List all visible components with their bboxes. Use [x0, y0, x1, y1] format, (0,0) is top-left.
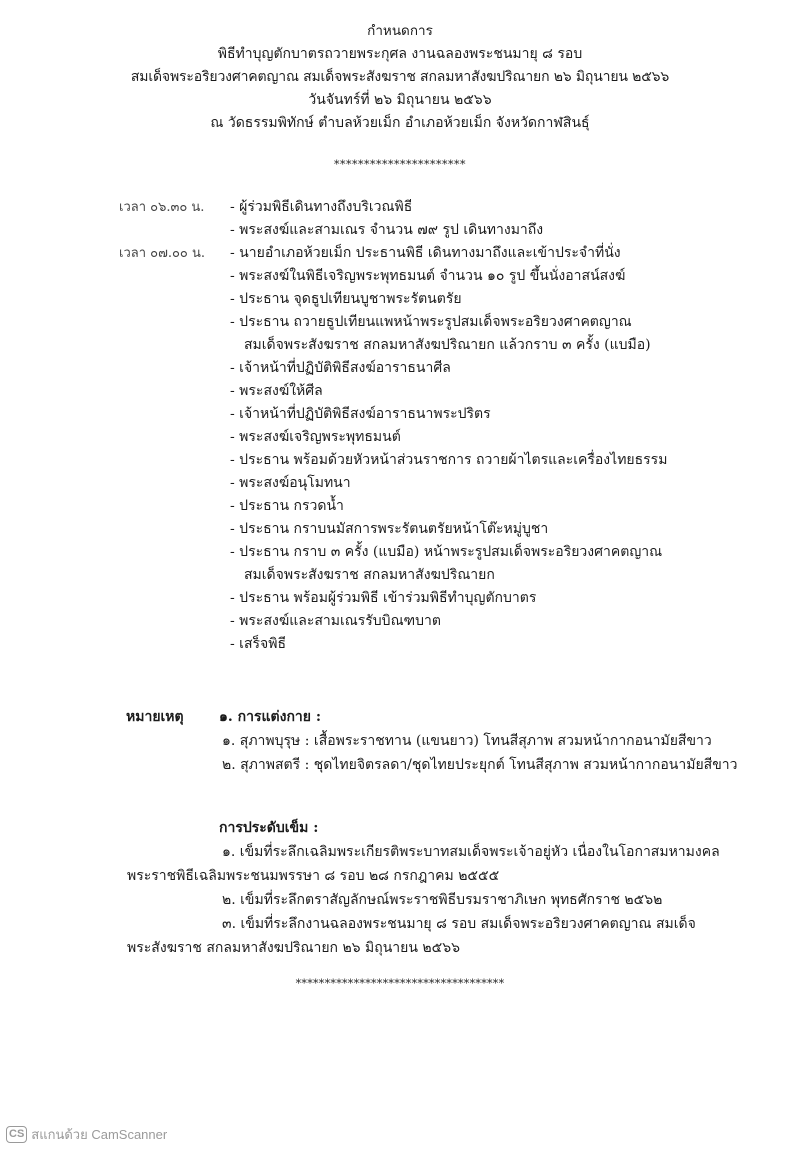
- schedule-row: [0, 518, 800, 541]
- schedule-activity: - ประธาน พร้อมด้วยหัวหน้าส่วนราชการ ถวายผ้าไตรและเครื่องไทยธรรม: [230, 452, 668, 468]
- schedule-row: [0, 380, 800, 403]
- header-date: วันจันทร์ที่ ๒๖ มิถุนายน ๒๕๖๖: [308, 92, 492, 108]
- schedule-activity: - นายอำเภอห้วยเม็ก ประธานพิธี เดินทางมาถึงและเข้าประจำที่นั่ง: [230, 245, 621, 261]
- schedule-row: [0, 541, 800, 564]
- badge-item-1: [0, 841, 800, 865]
- schedule-activity: - พระสงฆ์และสามเณร จำนวน ๗๙ รูป เดินทางมาถึง: [230, 222, 544, 238]
- dress-item-men: ๑. สุภาพบุรุษ : เสื้อพระราชทาน (แขนยาว) โทนสีสุภาพ สวมหน้ากากอนามัยสีขาว: [222, 733, 712, 749]
- schedule-row: [0, 357, 800, 380]
- schedule-activity: - พระสงฆ์เจริญพระพุทธมนต์: [230, 429, 401, 445]
- schedule-row: [0, 288, 800, 311]
- schedule-activity: - พระสงฆ์อนุโมทนา: [230, 475, 351, 491]
- schedule-row: [0, 495, 800, 518]
- spacer: [0, 778, 800, 817]
- notes-title: หมายเหตุ: [126, 709, 184, 725]
- schedule-activity: - ประธาน พร้อมผู้ร่วมพิธี เข้าร่วมพิธีทำบุญตักบาตร: [230, 590, 537, 606]
- schedule-row: [0, 564, 800, 587]
- schedule-row: [0, 242, 800, 265]
- header-venue: ณ วัดธรรมพิทักษ์ ตำบลห้วยเม็ก อำเภอห้วยเม็ก จังหวัดกาฬสินธุ์: [210, 115, 590, 131]
- badge-item-3-cont: [0, 937, 800, 961]
- schedule-row: [0, 334, 800, 357]
- schedule-activity: - ผู้ร่วมพิธีเดินทางถึงบริเวณพิธี: [230, 199, 413, 215]
- schedule-list: [0, 196, 800, 656]
- schedule-activity: - ประธาน ถวายธูปเทียนแพหน้าพระรูปสมเด็จพระอริยวงศาคตญาณ: [230, 314, 632, 330]
- schedule-row: [0, 219, 800, 242]
- camscanner-logo-icon: CS: [6, 1126, 27, 1143]
- badge-heading: การประดับเข็ม :: [219, 820, 319, 836]
- badge-item-2: [0, 889, 800, 913]
- badge-item-3-text: ๓. เข็มที่ระลึกงานฉลองพระชนมายุ ๘ รอบ สมเด็จพระอริยวงศาคตญาณ สมเด็จ: [222, 916, 696, 932]
- schedule-row: [0, 587, 800, 610]
- header-title: กำหนดการ: [367, 23, 433, 39]
- schedule-activity: สมเด็จพระสังฆราช สกลมหาสังฆปริณายก แล้วกราบ ๓ ครั้ง (แบมือ): [244, 337, 651, 353]
- schedule-row: [0, 265, 800, 288]
- schedule-activity: - ประธาน จุดธูปเทียนบูชาพระรัตนตรัย: [230, 291, 462, 307]
- badge-item-1-cont: [0, 865, 800, 889]
- schedule-activity: - เสร็จพิธี: [230, 636, 287, 652]
- separator-bottom: ************************************: [295, 977, 505, 990]
- schedule-row: [0, 311, 800, 334]
- schedule-row: [0, 196, 800, 219]
- notes-header-line: [0, 706, 800, 730]
- schedule-row: [0, 610, 800, 633]
- schedule-activity: - พระสงฆ์ให้ศีล: [230, 383, 323, 399]
- badge-item-3-cont-text: พระสังฆราช สกลมหาสังฆปริณายก ๒๖ มิถุนายน ๒๕๖๖: [127, 940, 460, 956]
- schedule-activity: - เจ้าหน้าที่ปฏิบัติพิธีสงฆ์อาราธนาศีล: [230, 360, 451, 376]
- camscanner-watermark: [6, 1124, 167, 1145]
- badge-heading-line: [0, 817, 800, 841]
- notes-section: [0, 706, 800, 961]
- badge-item-1-cont-text: พระราชพิธีเฉลิมพระชนมพรรษา ๘ รอบ ๒๘ กรกฎาคม ๒๕๕๕: [127, 868, 500, 884]
- dress-code-heading: ๑. การแต่งกาย :: [219, 709, 322, 725]
- badge-item-2-text: ๒. เข็มที่ระลึกตราสัญลักษณ์พระราชพิธีบรมราชาภิเษก พุทธศักราช ๒๕๖๒: [222, 892, 663, 908]
- schedule-row: [0, 633, 800, 656]
- document-header: [0, 20, 800, 135]
- schedule-row: [0, 403, 800, 426]
- badge-item-1-text: ๑. เข็มที่ระลึกเฉลิมพระเกียรติพระบาทสมเด็จพระเจ้าอยู่หัว เนื่องในโอกาสมหามงคล: [222, 844, 720, 860]
- watermark-text: สแกนด้วย CamScanner: [31, 1127, 168, 1142]
- schedule-activity: - ประธาน กราบ ๓ ครั้ง (แบมือ) หน้าพระรูปสมเด็จพระอริยวงศาคตญาณ: [230, 544, 663, 560]
- schedule-time: เวลา ๐๗.๐๐ น.: [119, 246, 206, 261]
- schedule-row: [0, 449, 800, 472]
- schedule-activity: - เจ้าหน้าที่ปฏิบัติพิธีสงฆ์อาราธนาพระปริตร: [230, 406, 491, 422]
- separator-top: **********************: [334, 158, 466, 171]
- schedule-activity: - ประธาน กรวดน้ำ: [230, 498, 344, 514]
- header-occasion: สมเด็จพระอริยวงศาคตญาณ สมเด็จพระสังฆราช สกลมหาสังฆปริณายก ๒๖ มิถุนายน ๒๕๖๖: [130, 69, 670, 85]
- dress-item: [0, 754, 800, 778]
- schedule-activity: - ประธาน กราบนมัสการพระรัตนตรัยหน้าโต๊ะหมู่บูชา: [230, 521, 549, 537]
- badge-item-3: [0, 913, 800, 937]
- dress-item-women: ๒. สุภาพสตรี : ชุดไทยจิตรลดา/ชุดไทยประยุกต์ โทนสีสุภาพ สวมหน้ากากอนามัยสีขาว: [222, 757, 738, 773]
- schedule-activity: - พระสงฆ์ในพิธีเจริญพระพุทธมนต์ จำนวน ๑๐ รูป ขึ้นนั่งอาสน์สงฆ์: [230, 268, 626, 284]
- header-ceremony: พิธีทำบุญตักบาตรถวายพระกุศล งานฉลองพระชนมายุ ๘ รอบ: [217, 46, 583, 62]
- schedule-time: เวลา ๐๖.๓๐ น.: [119, 200, 205, 215]
- schedule-row: [0, 472, 800, 495]
- dress-item: [0, 730, 800, 754]
- schedule-activity: สมเด็จพระสังฆราช สกลมหาสังฆปริณายก: [244, 567, 495, 583]
- schedule-activity: - พระสงฆ์และสามเณรรับบิณฑบาต: [230, 613, 442, 629]
- schedule-row: [0, 426, 800, 449]
